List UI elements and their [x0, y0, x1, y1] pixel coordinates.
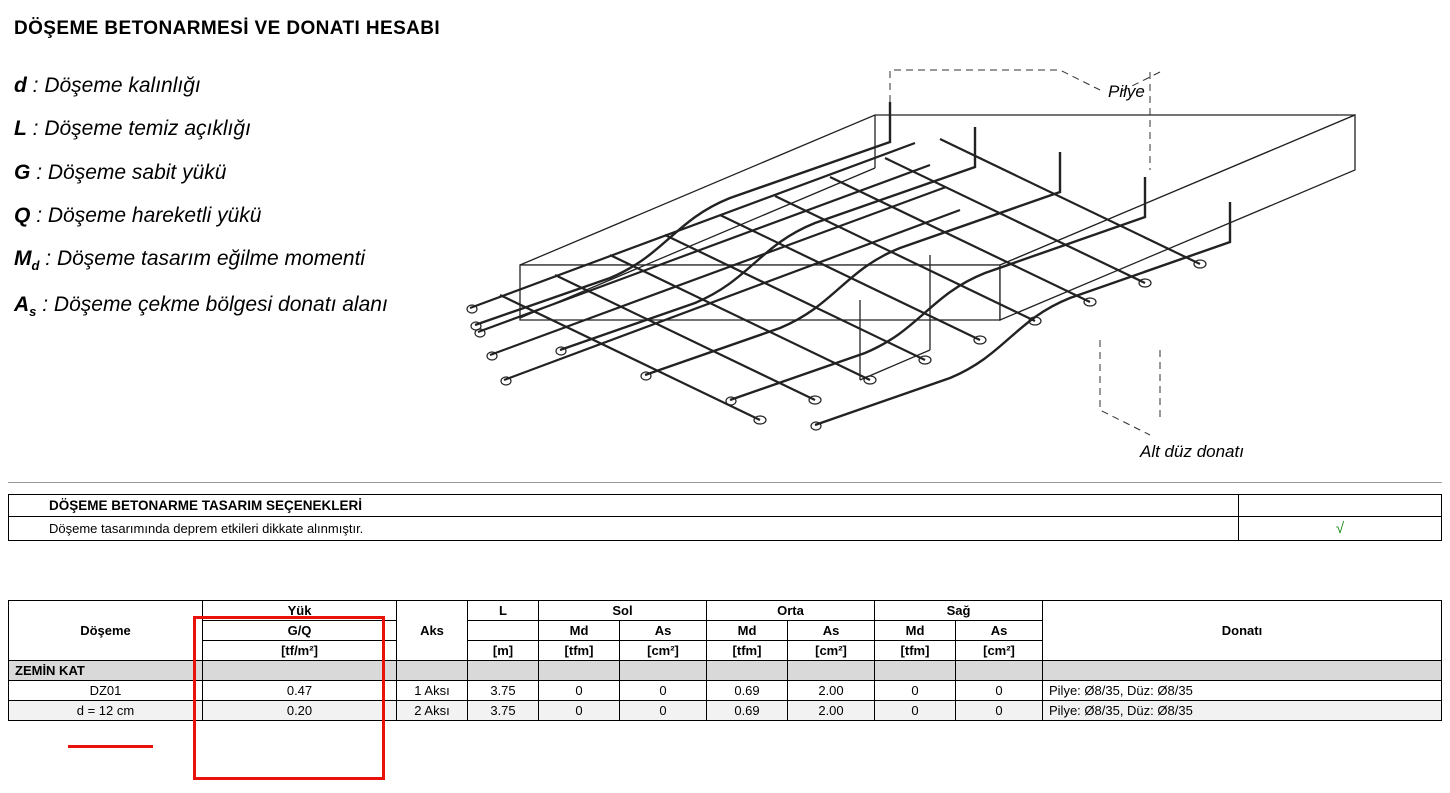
legend-symbol: d: [14, 74, 27, 97]
design-options-table: [8, 494, 1442, 541]
cell-orta-as: 2.00: [788, 701, 875, 721]
floor-blank-sag-md: [875, 661, 956, 681]
cell-sag-md: 0: [875, 701, 956, 721]
cell-dosme: d = 12 cm: [9, 701, 203, 721]
legend-item-l: [14, 115, 444, 142]
options-header-blank: [1239, 495, 1442, 517]
highlight-underline-dz01: [68, 745, 153, 748]
legend-item-as: [14, 291, 444, 321]
header-donati: Donatı: [1043, 601, 1442, 661]
cell-sag-as: 0: [956, 701, 1043, 721]
cell-sol-as: 0: [620, 681, 707, 701]
legend-item-md: [14, 245, 444, 275]
legend-text: : Döşeme sabit yükü: [36, 160, 227, 184]
floor-blank-aks: [397, 661, 468, 681]
cell-l: 3.75: [468, 701, 539, 721]
floor-label: ZEMİN KAT: [9, 661, 203, 681]
header-l-unit: [m]: [468, 641, 539, 661]
floor-blank-sol-as: [620, 661, 707, 681]
slab-diagram-svg: [460, 50, 1435, 470]
floor-blank-orta-as: [788, 661, 875, 681]
label-alt-duz-donati: Alt düz donatı: [1140, 442, 1244, 461]
header-aks: Aks: [397, 601, 468, 661]
legend-text: : Döşeme tasarım eğilme momenti: [45, 247, 366, 271]
cell-donati: Pilye: Ø8/35, Düz: Ø8/35: [1043, 701, 1442, 721]
header-yuk-gq: G/Q: [203, 621, 397, 641]
page-title: DÖŞEME BETONARMESİ VE DONATI HESABI: [14, 18, 441, 39]
legend-symbol: G: [14, 160, 31, 184]
header-orta-as-unit: [cm²]: [788, 641, 875, 661]
legend-symbol: Q: [14, 203, 31, 227]
cell-sag-as: 0: [956, 681, 1043, 701]
cell-sol-md: 0: [539, 681, 620, 701]
cell-yuk: 0.20: [203, 701, 397, 721]
legend-list: [14, 72, 444, 337]
label-pilye: Pilye: [1108, 82, 1145, 101]
header-yuk-unit: [tf/m²]: [203, 641, 397, 661]
floor-blank-yuk: [203, 661, 397, 681]
slab-reinforcement-illustration: [460, 50, 1435, 470]
cell-donati: Pilye: Ø8/35, Düz: Ø8/35: [1043, 681, 1442, 701]
header-sag-as-unit: [cm²]: [956, 641, 1043, 661]
legend-symbol: $A_s$: [14, 293, 37, 320]
slab-results-table: [8, 600, 1442, 721]
header-sol-as-unit: [cm²]: [620, 641, 707, 661]
floor-blank-sag-as: [956, 661, 1043, 681]
options-header-label: DÖŞEME BETONARME TASARIM SEÇENEKLERİ: [9, 495, 1239, 517]
legend-text: : Döşeme hareketli yükü: [36, 203, 262, 227]
legend-item-g: [14, 159, 444, 186]
header-l-blank: [468, 621, 539, 641]
legend-text: : Döşeme çekme bölgesi donatı alanı: [42, 293, 388, 317]
header-sol: Sol: [539, 601, 707, 621]
header-l: L: [468, 601, 539, 621]
cell-l: 3.75: [468, 681, 539, 701]
header-sag: Sağ: [875, 601, 1043, 621]
legend-text: : Döşeme temiz açıklığı: [32, 117, 251, 141]
cell-sol-md: 0: [539, 701, 620, 721]
table-row: [9, 681, 1442, 701]
header-sag-as: As: [956, 621, 1043, 641]
cell-dosme: DZ01: [9, 681, 203, 701]
header-orta-md: Md: [707, 621, 788, 641]
cell-orta-as: 2.00: [788, 681, 875, 701]
header-sag-md-unit: [tfm]: [875, 641, 956, 661]
table-row-floor-group: [9, 661, 1442, 681]
floor-blank-l: [468, 661, 539, 681]
option-check-icon: √: [1239, 517, 1442, 541]
header-yuk: Yük: [203, 601, 397, 621]
cell-orta-md: 0.69: [707, 681, 788, 701]
table-row: [9, 495, 1442, 517]
table-row: [9, 701, 1442, 721]
legend-symbol: $M_d$: [14, 247, 40, 274]
table-row: [9, 517, 1442, 541]
header-sag-md: Md: [875, 621, 956, 641]
header-orta-md-unit: [tfm]: [707, 641, 788, 661]
header-orta-as: As: [788, 621, 875, 641]
header-dosme: Döşeme: [9, 601, 203, 661]
floor-blank-sol-md: [539, 661, 620, 681]
cell-yuk: 0.47: [203, 681, 397, 701]
cell-aks: 2 Aksı: [397, 701, 468, 721]
divider: [8, 482, 1442, 483]
legend-text: : Döşeme kalınlığı: [32, 74, 201, 97]
cell-orta-md: 0.69: [707, 701, 788, 721]
legend-item-d: [14, 72, 444, 99]
floor-blank-donati: [1043, 661, 1442, 681]
legend-item-q: [14, 202, 444, 229]
table-header-row: [9, 601, 1442, 621]
header-sol-md: Md: [539, 621, 620, 641]
header-sol-as: As: [620, 621, 707, 641]
cell-sag-md: 0: [875, 681, 956, 701]
cell-sol-as: 0: [620, 701, 707, 721]
option-text-earthquake: Döşeme tasarımında deprem etkileri dikkate alınmıştır.: [9, 517, 1239, 541]
legend-symbol: L: [14, 117, 27, 141]
floor-blank-orta-md: [707, 661, 788, 681]
header-orta: Orta: [707, 601, 875, 621]
header-sol-md-unit: [tfm]: [539, 641, 620, 661]
cell-aks: 1 Aksı: [397, 681, 468, 701]
